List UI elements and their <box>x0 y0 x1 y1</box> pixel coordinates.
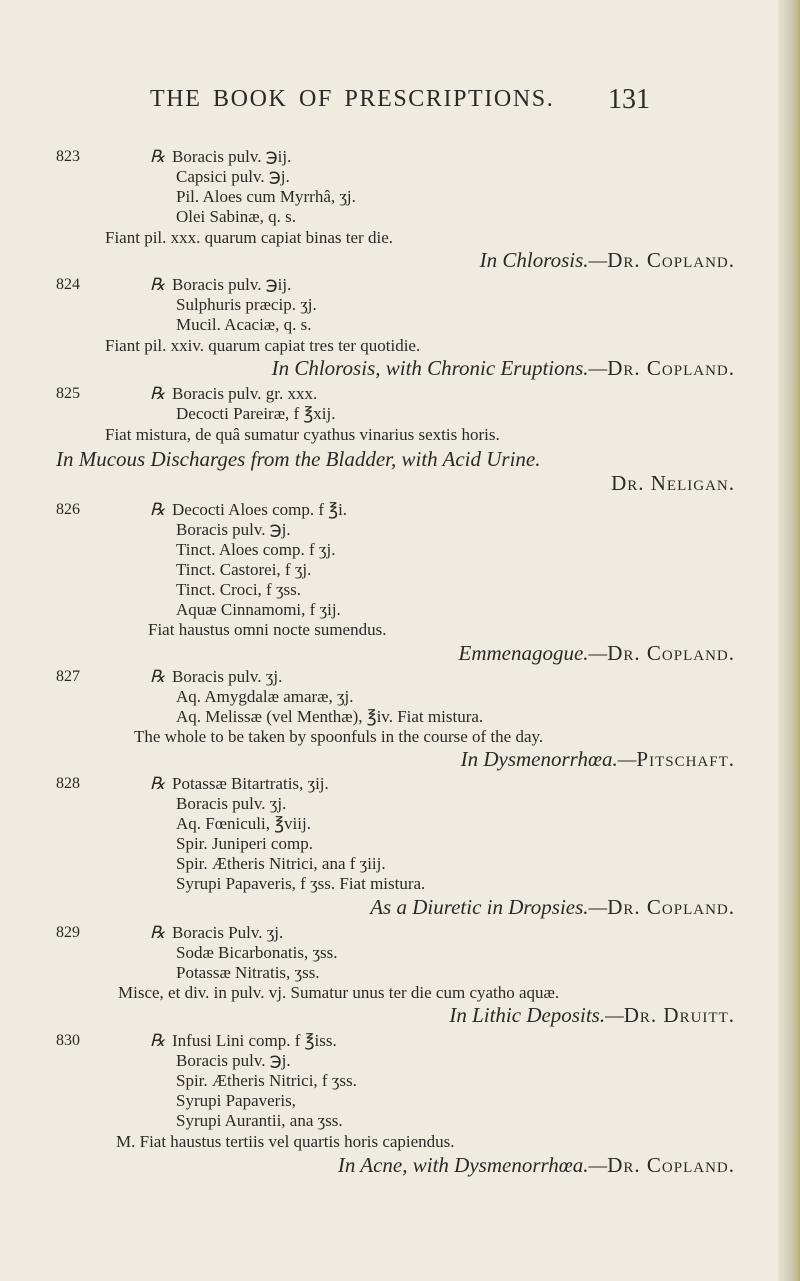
ingredient-line: Boracis pulv. ℈ij. <box>172 147 292 166</box>
author: Dr. Copland. <box>607 1153 735 1177</box>
ingredient-line: Boracis Pulv. ʒj. <box>172 923 284 942</box>
author: Dr. Copland. <box>607 248 735 272</box>
entry-number: 823 <box>56 148 80 165</box>
page-edge <box>778 0 800 1281</box>
directions-line: Fiant pil. xxx. quarum capiat binas ter die. <box>105 228 393 247</box>
recipe-title <box>480 250 735 270</box>
directions-line: Fiat mistura, de quâ sumatur cyathus vinarius sextis horis. <box>105 425 500 444</box>
entry-number: 825 <box>56 385 80 402</box>
ingredient-line: Infusi Lini comp. f ℥iss. <box>172 1031 337 1050</box>
directions-line: Fiat haustus omni nocte sumendus. <box>148 620 387 639</box>
ingredient-line: Sodæ Bicarbonatis, ʒss. <box>176 943 338 962</box>
ingredient-line: Boracis pulv. ʒj. <box>176 794 287 813</box>
ingredient-line: Boracis pulv. ℈ij. <box>172 275 292 294</box>
recipe-title <box>459 643 736 663</box>
rx-symbol: ℞ <box>150 923 166 942</box>
ingredient-line: Capsici pulv. ℈j. <box>176 167 290 186</box>
ingredient-line: Tinct. Aloes comp. f ʒj. <box>176 540 336 559</box>
ingredient-line: Decocti Aloes comp. f ℥i. <box>172 500 348 519</box>
entry-number: 824 <box>56 276 80 293</box>
rx-symbol: ℞ <box>150 147 166 166</box>
title-text: In Acne, with Dysmenorrhœa.— <box>337 1153 608 1177</box>
ingredient-line: Potassæ Bitartratis, ʒij. <box>172 774 329 793</box>
ingredient-line: Spir. Ætheris Nitrici, f ʒss. <box>176 1071 357 1090</box>
ingredient-line: Olei Sabinæ, q. s. <box>176 207 296 226</box>
ingredient-line: Pil. Aloes cum Myrrhâ, ʒj. <box>176 187 356 206</box>
title-text: In Dysmenorrhœa.— <box>460 747 637 771</box>
entry-number: 826 <box>56 501 80 518</box>
title-text: Emmenagogue.— <box>458 641 608 665</box>
directions-line: Fiant pil. xxiv. quarum capiat tres ter quotidie. <box>105 336 421 355</box>
ingredient-line: Boracis pulv. ʒj. <box>172 667 283 686</box>
author: Dr. Copland. <box>607 641 735 665</box>
rx-symbol: ℞ <box>150 275 166 294</box>
ingredient-line: Aq. Amygdalæ amaræ, ʒj. <box>176 687 354 706</box>
title-text: As a Diuretic in Dropsies.— <box>370 895 608 919</box>
ingredient-line: Mucil. Acaciæ, q. s. <box>176 315 312 334</box>
recipe-title <box>461 749 735 769</box>
entry-number: 829 <box>56 924 80 941</box>
page-number: 131 <box>608 84 650 115</box>
ingredient-line: Boracis pulv. ℈j. <box>176 1051 291 1070</box>
entry-number: 827 <box>56 668 80 685</box>
ingredient-line: Syrupi Papaveris, <box>176 1091 296 1110</box>
author: Dr. Druitt. <box>623 1003 735 1027</box>
directions-line: The whole to be taken by spoonfuls in the course of the day. <box>134 727 544 746</box>
entry-number: 830 <box>56 1032 80 1049</box>
ingredient-line: Sulphuris præcip. ʒj. <box>176 295 317 314</box>
recipe-title <box>449 1005 735 1025</box>
ingredient-line: Boracis pulv. ℈j. <box>176 520 291 539</box>
ingredient-line: Aq. Melissæ (vel Menthæ), ℥iv. Fiat mistura. <box>176 707 484 726</box>
rx-symbol: ℞ <box>150 1031 166 1050</box>
author: Pitschaft. <box>636 747 735 771</box>
directions-line: Misce, et div. in pulv. vj. Sumatur unus ter die cum cyatho aquæ. <box>118 983 560 1002</box>
rx-symbol: ℞ <box>150 774 166 793</box>
recipe-title <box>272 358 735 378</box>
page-header <box>150 86 650 116</box>
author: Dr. Neligan. <box>611 471 735 495</box>
title-text: In Chlorosis, with Chronic Eruptions.— <box>271 356 608 380</box>
ingredient-line: Aquæ Cinnamomi, f ʒij. <box>176 600 341 619</box>
recipe-title <box>370 897 735 917</box>
ingredient-line: Boracis pulv. gr. xxx. <box>172 384 318 403</box>
ingredient-line: Spir. Ætheris Nitrici, ana f ʒiij. <box>176 854 386 873</box>
ingredient-line: Decocti Pareiræ, f ℥xij. <box>176 404 336 423</box>
author: Dr. Copland. <box>607 895 735 919</box>
running-head: THE BOOK OF PRESCRIPTIONS. <box>150 86 555 112</box>
directions-line: M. Fiat haustus tertiis vel quartis horis capiendus. <box>116 1132 455 1151</box>
ingredient-line: Syrupi Papaveris, f ʒss. Fiat mistura. <box>176 874 426 893</box>
recipe-title <box>338 1155 735 1175</box>
section-heading: In Mucous Discharges from the Bladder, with Acid Urine. <box>56 447 541 471</box>
title-text: In Lithic Deposits.— <box>449 1003 624 1027</box>
ingredient-line: Spir. Juniperi comp. <box>176 834 313 853</box>
ingredient-line: Aq. Fœniculi, ℥viij. <box>176 814 311 833</box>
rx-symbol: ℞ <box>150 384 166 403</box>
ingredient-line: Tinct. Castorei, f ʒj. <box>176 560 312 579</box>
rx-symbol: ℞ <box>150 667 166 686</box>
entry-number: 828 <box>56 775 80 792</box>
ingredient-line: Potassæ Nitratis, ʒss. <box>176 963 320 982</box>
title-text: In Chlorosis.— <box>479 248 608 272</box>
rx-symbol: ℞ <box>150 500 166 519</box>
author: Dr. Copland. <box>607 356 735 380</box>
ingredient-line: Syrupi Aurantii, ana ʒss. <box>176 1111 343 1130</box>
ingredient-line: Tinct. Croci, f ʒss. <box>176 580 301 599</box>
